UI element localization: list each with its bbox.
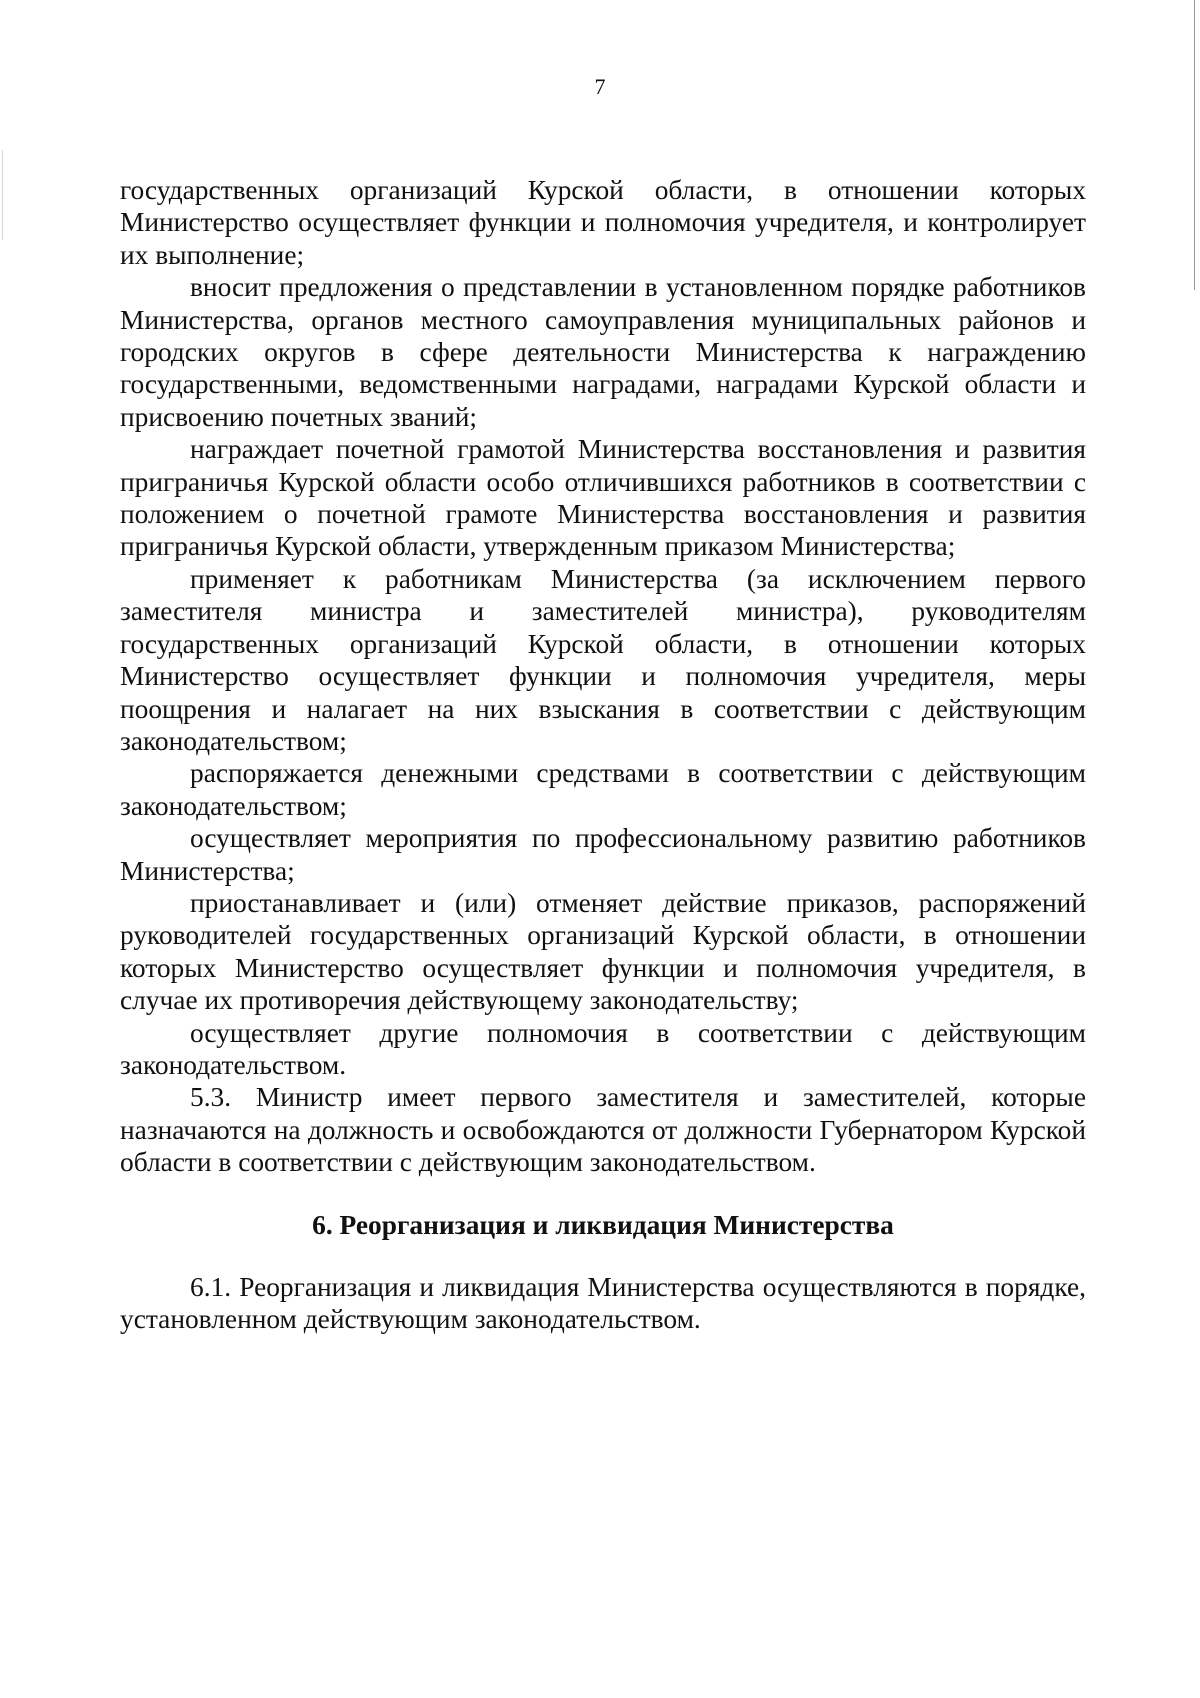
paragraph: осуществляет мероприятия по профессиональному развитию работников Министерства;	[120, 823, 1086, 886]
paragraph: приостанавливает и (или) отменяет действие приказов, распоряжений руководителей государственных организаций Курской области, в отношении которых Министерство осуществляет функции и полномочия учредителя, в случае их противоречия действующему законодательству;	[120, 887, 1086, 1016]
paragraph: 6.1. Реорганизация и ликвидация Министерства осуществляются в порядке, установленном действующим законодательством.	[120, 1272, 1086, 1335]
paragraph: применяет к работникам Министерства (за исключением первого заместителя министра и заместителей министра), руководителям государственных организаций Курской области, в отношении которых Министерство осуществляет функции и полномочия учредителя, меры поощрения и налагает на них взыскания в соответствии с действующим законодательством;	[120, 563, 1086, 756]
paragraph: 5.3. Министр имеет первого заместителя и заместителей, которые назначаются на должность и освобождаются от должности Губернатором Курской области в соответствии с действующим законодательством.	[120, 1082, 1086, 1178]
paragraph: вносит предложения о представлении в установленном порядке работников Министерства, органов местного самоуправления муниципальных районов и городских округов в сфере деятельности Министерства к награждению государственными, ведомственными наградами, наградами Курской области и присвоению почетных званий;	[120, 272, 1086, 432]
scan-edge-line	[1194, 0, 1195, 290]
paragraph: государственных организаций Курской области, в отношении которых Министерство осуществляет функции и полномочия учредителя, и контролирует их выполнение;	[120, 175, 1086, 270]
section-heading: 6. Реорганизация и ликвидация Министерства	[312, 1209, 894, 1240]
document-body	[120, 174, 1086, 1336]
scan-edge-line	[2, 150, 3, 240]
page-number: 7	[594, 74, 606, 99]
paragraph: распоряжается денежными средствами в соответствии с действующим законодательством;	[120, 758, 1086, 821]
paragraph: осуществляет другие полномочия в соответствии с действующим законодательством.	[120, 1017, 1086, 1080]
paragraph: награждает почетной грамотой Министерства восстановления и развития приграничья Курской области особо отличившихся работников в соответствии с положением о почетной грамоте Министерства восстановления и развития приграничья Курской области, утвержденным приказом Министерства;	[120, 434, 1086, 562]
